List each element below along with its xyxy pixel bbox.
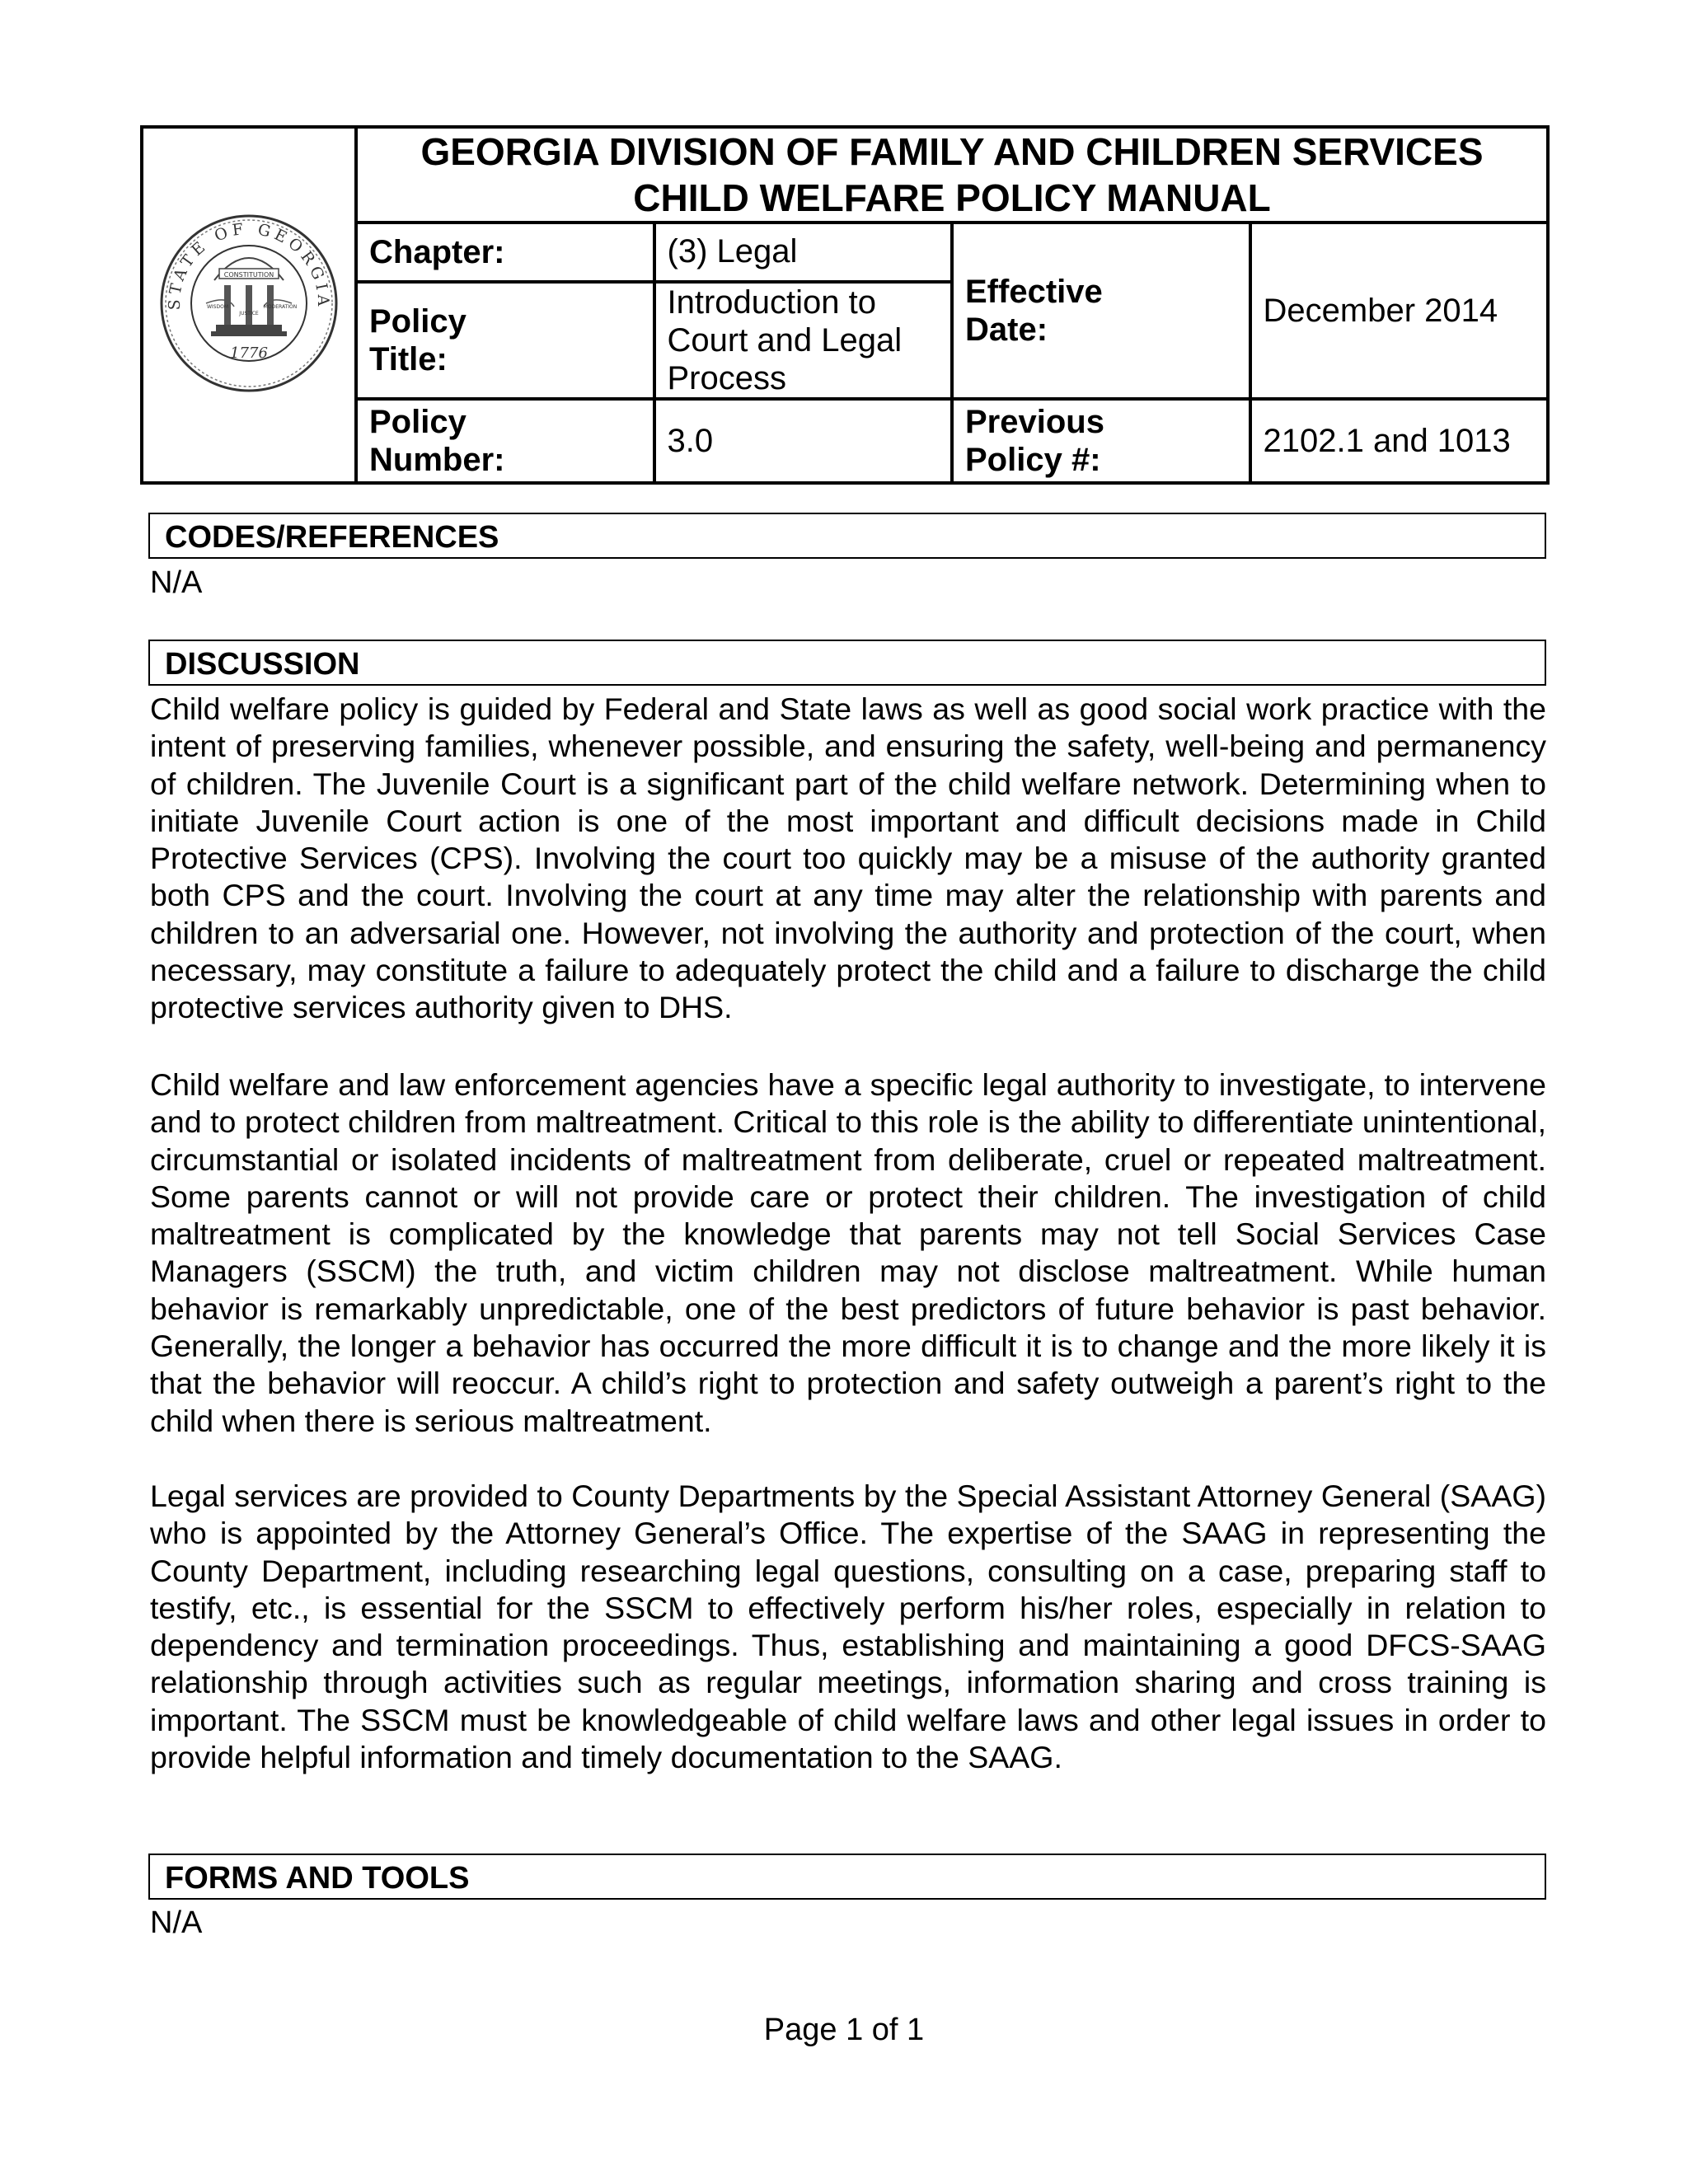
page-number: Page 1 of 1 <box>763 2013 925 2047</box>
policy-title-value: Introduction to Court and Legal Process <box>654 282 953 399</box>
codes-references-text: N/A <box>150 565 203 600</box>
seal-banner-text: CONSTITUTION <box>223 270 274 279</box>
policy-number-value: 3.0 <box>654 399 953 483</box>
policy-header-table <box>140 125 1550 485</box>
previous-policy-label: Previous Policy #: <box>952 399 1250 483</box>
title-line-2: CHILD WELFARE POLICY MANUAL <box>633 176 1271 219</box>
manual-title <box>356 127 1548 223</box>
codes-references-heading: CODES/REFERENCES <box>148 513 1546 559</box>
effective-date-value: December 2014 <box>1250 223 1549 399</box>
chapter-value: (3) Legal <box>654 223 953 282</box>
seal-year: 1776 <box>230 344 268 362</box>
discussion-paragraph-1: Child welfare policy is guided by Federal and State laws as well as good social work practice with the intent of preserving families, whenever possible, and ensuring the safety, well-being and permanency of children. The Juvenile Court is a significant part of the child welfare network. Determining when to initiate Juvenile Court action is one of the most important and difficult decisions made in Child Protective Services (CPS). Involving the court too quickly may be a misuse of the authority granted both CPS and the court. Involving the court at any time may alter the relationship with parents and children to an adversarial one. However, not involving the authority and protection of the court, when necessary, may constitute a failure to adequately protect the child and a failure to discharge the child protective services authority given to DHS. <box>150 691 1546 1025</box>
forms-tools-heading: FORMS AND TOOLS <box>148 1854 1546 1900</box>
discussion-paragraph-2: Child welfare and law enforcement agencies have a specific legal authority to investigate, to intervene and to protect children from maltreatment. Critical to this role is the ability to differentiate unintentional, circumstantial or isolated incidents of maltreatment from deliberate, cruel or repeated maltreatment. Some parents cannot or will not provide care or protect their children. The investigation of child maltreatment is complicated by the knowledge that parents may not tell Social Services Case Managers (SSCM) the truth, and victim children may not disclose maltreatment. While human behavior is remarkably unpredictable, one of the best predictors of future behavior is past behavior. Generally, the longer a behavior has occurred the more difficult it is to change and the more likely it is that the behavior will reoccur. A child’s right to protection and safety outweigh a parent’s right to the child when there is serious maltreatment. <box>150 1067 1546 1438</box>
seal-motto-mid: JUSTICE <box>239 310 259 316</box>
seal-motto-left: WISDOM <box>206 303 229 310</box>
discussion-heading: DISCUSSION <box>148 640 1546 686</box>
forms-tools-text: N/A <box>150 1905 203 1940</box>
seal-motto-right: MODERATION <box>263 303 298 310</box>
title-line-1: GEORGIA DIVISION OF FAMILY AND CHILDREN SERVICES <box>420 130 1484 173</box>
previous-policy-value: 2102.1 and 1013 <box>1250 399 1549 483</box>
seal-cell <box>142 127 356 483</box>
effective-date-label: Effective Date: <box>952 223 1250 399</box>
georgia-state-seal-icon <box>157 211 341 396</box>
policy-number-label: Policy Number: <box>356 399 654 483</box>
policy-title-label: Policy Title: <box>356 282 654 399</box>
seal-ring-text: STATE OF GEORGIA <box>165 219 333 310</box>
chapter-label: Chapter: <box>356 223 654 282</box>
discussion-paragraph-3: Legal services are provided to County Departments by the Special Assistant Attorney General (SAAG) who is appointed by the Attorney General’s Office. The expertise of the SAAG in representing the County Department, including researching legal questions, consulting on a case, preparing staff to testify, etc., is essential for the SSCM to effectively perform his/her roles, especially in relation to dependency and termination proceedings. Thus, establishing and maintaining a good DFCS-SAAG relationship through activities such as regular meetings, information sharing and cross training is important. The SSCM must be knowledgeable of child welfare laws and other legal issues in order to provide helpful information and timely documentation to the SAAG. <box>150 1479 1546 1775</box>
